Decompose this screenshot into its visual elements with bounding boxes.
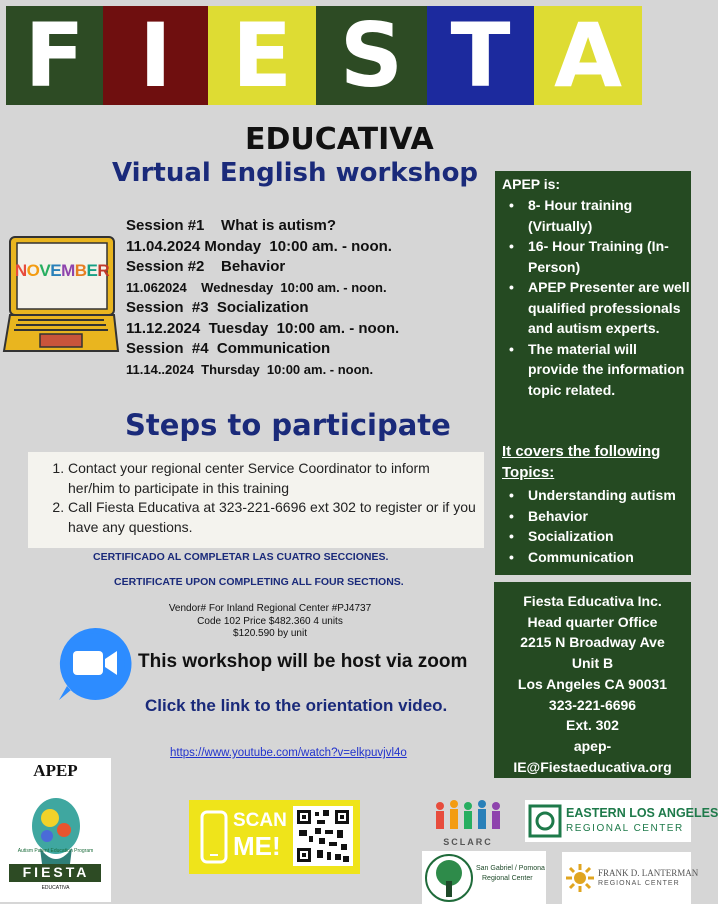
- header-letter-f: F: [6, 6, 103, 105]
- contact-line: Los Angeles CA 90031: [517, 675, 668, 692]
- steps-box: [28, 452, 484, 548]
- contact-line: apep-: [573, 737, 612, 754]
- contact-line: Head quarter Office: [527, 613, 658, 630]
- zoom-video-icon: [57, 626, 133, 707]
- topic-item: • Socialization: [495, 526, 691, 547]
- san-gabriel-pomona-logo: [422, 851, 546, 904]
- fiesta-header: [6, 3, 642, 107]
- tree-icon: [424, 853, 474, 903]
- lanterman-line2: REGIONAL CENTER: [598, 880, 680, 887]
- topics-heading: It covers the following Topics:: [502, 443, 661, 481]
- elarc-emblem-icon: [529, 805, 561, 837]
- certificate-spanish: CERTIFICADO AL COMPLETAR LAS CUATRO SECCIONES.: [93, 551, 389, 563]
- sessions-list: [126, 216, 399, 380]
- zoom-host-text: This workshop will be host via zoom: [138, 651, 468, 672]
- sclarc-figures-icon: [432, 798, 504, 832]
- apep-point: • APEP Presenter are well qualified professionals and autism experts.: [495, 277, 691, 339]
- contact-line: Ext. 302: [566, 717, 619, 734]
- certificate-english: CERTIFICATE UPON COMPLETING ALL FOUR SECTIONS.: [114, 576, 404, 588]
- header-letter-s: S: [316, 6, 427, 105]
- apep-logo-title: APEP: [33, 761, 78, 780]
- eastern-los-angeles-logo: [525, 800, 718, 842]
- topic-item: • Understanding autism: [495, 485, 691, 506]
- apep-fiesta-text: FIESTA: [22, 864, 90, 880]
- contact-email: IE@Fiestaeducativa.org: [513, 758, 672, 775]
- apep-logo: [0, 758, 111, 902]
- laptop-screen-text: NOVEMBER: [14, 261, 110, 280]
- vendor-line: Vendor# For Inland Regional Center #PJ4737: [168, 603, 372, 614]
- contact-line: Fiesta Educativa Inc.: [523, 593, 662, 609]
- topic-item: • Behavior: [495, 506, 691, 527]
- apep-educativa-text: EDUCATIVA: [41, 885, 70, 891]
- session-heading: Session #3 Socialization: [126, 299, 309, 316]
- apep-info-panel: [495, 171, 691, 575]
- phone-icon: [199, 810, 229, 864]
- orientation-video-link[interactable]: https://www.youtube.com/watch?v=elkpuvjvl4o: [170, 747, 407, 759]
- lanterman-logo: [562, 852, 699, 904]
- topic-item: • Communication: [495, 547, 691, 568]
- elarc-line1: EASTERN LOS ANGELES: [566, 806, 718, 820]
- vendor-line: $120.590 by unit: [233, 628, 307, 639]
- session-date: 11.04.2024 Monday 10:00 am. - noon.: [126, 237, 392, 255]
- session-heading: Session #4 Communication: [126, 340, 331, 357]
- apep-arc-text: Autism Parent Education Program: [17, 848, 94, 854]
- sclarc-text: SCLARC: [443, 837, 493, 847]
- step-item: 1. Contact your regional center Service Coordinator to inform her/him to participate in this training: [68, 459, 476, 498]
- orientation-video-text: Click the link to the orientation video.: [145, 696, 448, 715]
- steps-title: Steps to participate: [125, 408, 451, 442]
- step-item: 2. Call Fiesta Educativa at 323-221-6696 ext 302 to register or if you have any questions.: [68, 498, 476, 537]
- scan-label: SCAN ME!: [233, 810, 287, 861]
- vendor-info: [90, 603, 450, 641]
- apep-panel-title: APEP is:: [502, 176, 561, 192]
- header-letter-a: A: [534, 6, 642, 105]
- brain-head-icon: [0, 778, 111, 902]
- session-heading: Session #1 What is autism?: [126, 217, 337, 234]
- session-date: 11.12.2024 Tuesday 10:00 am. - noon.: [126, 319, 400, 337]
- contact-phone: 323-221-6696: [548, 696, 637, 713]
- apep-point: • 16- Hour Training (In-Person): [495, 236, 691, 277]
- session-date: 11.062024 Wednesday 10:00 am. - noon.: [126, 279, 387, 295]
- educativa-subtitle: EDUCATIVA: [245, 122, 434, 157]
- header-letter-e: E: [208, 6, 316, 105]
- lanterman-line1: FRANK D. LANTERMAN: [598, 868, 699, 878]
- elarc-line2: REGIONAL CENTER: [566, 823, 684, 834]
- workshop-title: Virtual English workshop: [112, 158, 479, 188]
- laptop-icon: [4, 235, 119, 360]
- contact-line: 2215 N Broadway Ave: [520, 634, 665, 651]
- sgprc-line2: Regional Center: [482, 875, 533, 882]
- scan-me-qr-badge[interactable]: [189, 800, 360, 874]
- apep-point: • The material will provide the information topic related.: [495, 339, 691, 401]
- contact-panel: [494, 582, 691, 778]
- session-heading: Session #2 Behavior: [126, 258, 286, 275]
- session-date: 11.14..2024 Thursday 10:00 am. - noon.: [126, 361, 374, 377]
- sun-icon: [566, 864, 594, 892]
- contact-line: Unit B: [571, 655, 614, 672]
- header-letter-i: I: [103, 6, 208, 105]
- sclarc-logo: [432, 798, 504, 846]
- sgprc-line1: San Gabriel / Pomona: [476, 865, 545, 872]
- vendor-line: Code 102 Price $482.360 4 units: [197, 615, 343, 627]
- header-letter-t: T: [427, 6, 534, 105]
- apep-point: • 8- Hour training (Virtually): [495, 195, 691, 236]
- qr-code: [293, 806, 353, 866]
